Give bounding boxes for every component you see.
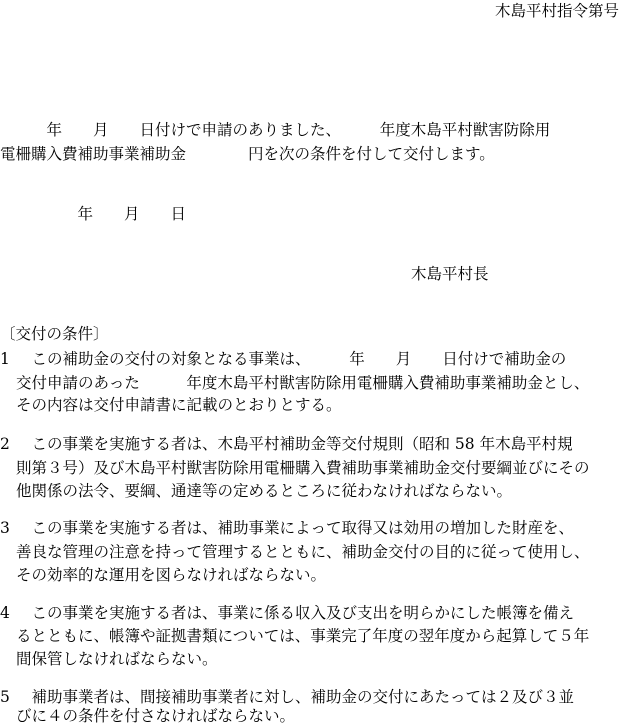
condition-line: びに４の条件を付さなければならない。	[16, 707, 296, 725]
condition-line: この補助金の交付の対象となる事業は、 年 月 日付けで補助金の	[16, 350, 567, 368]
condition-number: 5	[0, 688, 10, 706]
notice-line-2: 電柵購入費補助事業補助金 円を次の条件を付して交付します。	[0, 145, 495, 163]
conditions-heading: 〔交付の条件〕	[0, 325, 109, 343]
condition-line: 補助事業者は、間接補助事業者に対し、補助金の交付にあたっては２及び３並	[16, 688, 575, 706]
condition-line: 善良な管理の注意を持って管理するとともに、補助金交付の目的に従って使用し、	[16, 543, 590, 561]
condition-number: 1	[0, 350, 10, 368]
issuer-name: 木島平村長	[411, 265, 489, 283]
condition-number: 3	[0, 519, 10, 537]
condition-number: 2	[0, 435, 10, 453]
condition-line: 交付申請のあった 年度木島平村獣害防除用電柵購入費補助事業補助金とし、	[16, 374, 590, 392]
condition-line: 則第３号）及び木島平村獣害防除用電柵購入費補助事業補助金交付要綱並びにその	[16, 459, 590, 477]
condition-line: この事業を実施する者は、木島平村補助金等交付規則（昭和 58 年木島平村規	[16, 435, 573, 453]
condition-line: この事業を実施する者は、事業に係る収入及び支出を明らかにした帳簿を備え	[16, 604, 575, 622]
condition-line: その内容は交付申請書に記載のとおりとする。	[16, 396, 342, 414]
condition-line: この事業を実施する者は、補助事業によって取得又は効用の増加した財産を、	[16, 519, 575, 537]
issue-date: 年 月 日	[0, 205, 187, 223]
condition-number: 4	[0, 604, 10, 622]
document-number: 木島平村指令第号	[495, 2, 620, 20]
condition-line: るとともに、帳簿や証拠書類については、事業完了年度の翌年度から起算して５年	[16, 627, 590, 645]
condition-line: 他関係の法令、要綱、通達等の定めるところに従わなければならない。	[16, 482, 513, 500]
notice-line-1: 年 月 日付けで申請のありました、 年度木島平村獣害防除用	[0, 121, 551, 139]
condition-line: その効率的な運用を図らなければならない。	[16, 566, 327, 584]
condition-line: 間保管しなければならない。	[16, 650, 218, 668]
